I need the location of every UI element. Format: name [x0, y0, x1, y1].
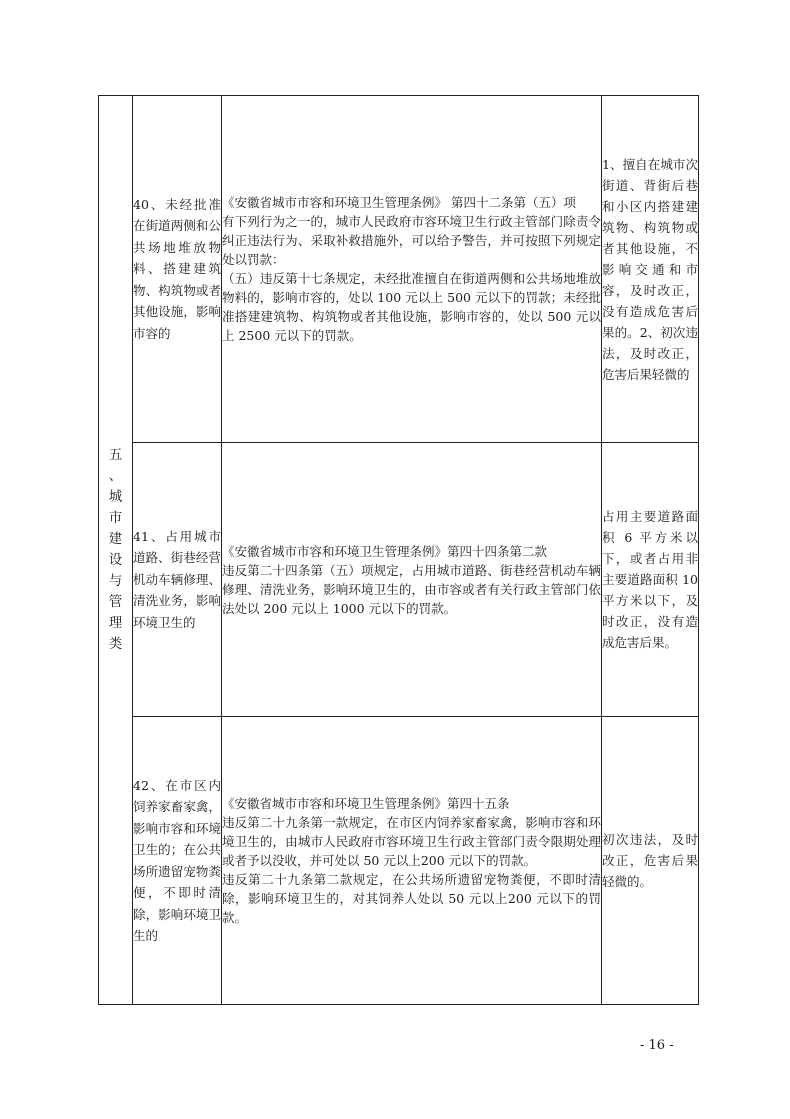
- category-cell: [99, 96, 133, 1005]
- law-paragraph: （五）违反第十七条规定，未经批准擅自在街道两侧和公共场地堆放物料的，影响市容的，处以 100 元以上 500 元以下的罚款；未经批准搭建建筑物、构筑物或者其他设施，影响市容的，处以 500 元以上 2500 元以下的罚款。: [222, 271, 601, 343]
- violation-item: 40、未经批准在街道两侧和公共场地堆放物料、搭建建筑物、构筑物或者其他设施，影响市容的: [133, 96, 222, 443]
- page-number: - 16 -: [640, 1038, 674, 1053]
- law-paragraph: 违反第二十四条第（五）项规定，占用城市道路、街巷经营机动车辆修理、清洗业务，影响环境卫生的，由市容或者有关行政主管部门依法处以 200 元以上 1000 元以下的罚款。: [222, 562, 601, 616]
- legal-basis: [222, 96, 602, 443]
- law-paragraph: 违反第二十九条第一款规定，在市区内饲养家畜家禽，影响市容和环境卫生的，由城市人民政府市容环境卫生行政主管部门责令限期处理或者予以没收，并可处以 50 元以上200 元以下的罚款。: [222, 815, 601, 868]
- table-row: [99, 443, 699, 717]
- law-paragraph: 违反第二十九条第二款规定，在公共场所遗留宠物粪便，不即时清除，影响环境卫生的，对其饲养人处以 50 元以上200 元以下的罚款。: [222, 872, 601, 925]
- law-paragraph: 《安徽省城市市容和环境卫生管理条例》 第四十二条第（五）项: [222, 195, 576, 210]
- table-row: [99, 717, 699, 1005]
- category-char: 市: [108, 510, 123, 526]
- regulation-table: [98, 95, 699, 1005]
- exemption-condition: 1、擅自在城市次街道、背街后巷和小区内搭建建筑物、构筑物或者其他设施，不影响交通和市容，及时改正，没有造成危害后果的。2、初次违法，及时改正，危害后果轻微的: [602, 96, 699, 443]
- law-paragraph: 《安徽省城市市容和环境卫生管理条例》第四十五条: [222, 796, 510, 811]
- table-row: [99, 96, 699, 443]
- law-paragraph: 有下列行为之一的，城市人民政府市容环境卫生行政主管部门除责令纠正违法行为、采取补救措施外，可以给予警告，并可按照下列规定处以罚款：: [222, 214, 601, 267]
- category-char: 类: [108, 636, 123, 652]
- category-char: 建: [108, 531, 123, 547]
- violation-item: 42、在市区内饲养家畜家禽，影响市容和环境卫生的；在公共场所遗留宠物粪便，不即时清除，影响环境卫生的: [133, 717, 222, 1005]
- category-char: 设: [108, 552, 123, 568]
- category-char: 城: [108, 489, 123, 505]
- legal-basis: [222, 443, 602, 717]
- category-char: 理: [108, 615, 123, 631]
- violation-item: 41、占用城市道路、街巷经营机动车辆修理、清洗业务，影响环境卫生的: [133, 443, 222, 717]
- exemption-condition: 初次违法，及时改正，危害后果轻微的。: [602, 717, 699, 1005]
- exemption-condition: 占用主要道路面积 6 平方米以下，或者占用非主要道路面积 10 平方米以下，及时改正，没有造成危害后果。: [602, 443, 699, 717]
- legal-basis: [222, 717, 602, 1005]
- law-paragraph: 《安徽省城市市容和环境卫生管理条例》第四十四条第二款: [222, 543, 548, 559]
- category-char: 管: [108, 594, 123, 610]
- category-char: 五: [108, 447, 123, 463]
- category-char: 与: [108, 573, 123, 589]
- category-char: 、: [108, 468, 123, 484]
